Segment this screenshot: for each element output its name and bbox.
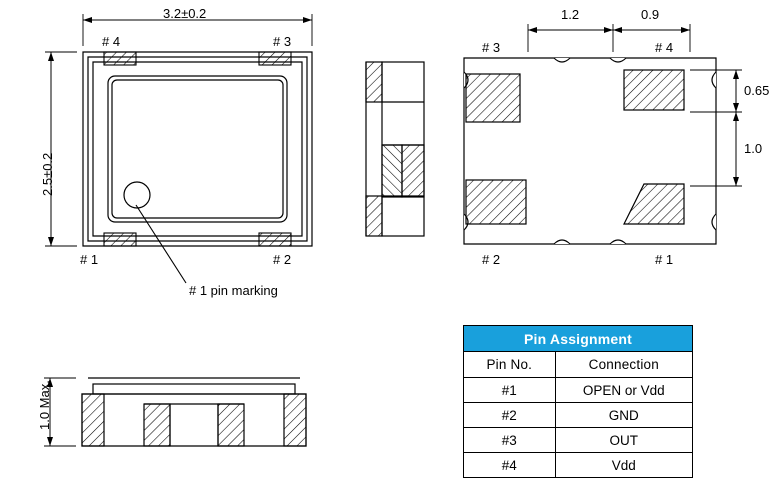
bottom-view-dim-a: 1.2 (561, 7, 580, 22)
cell-connection: GND (555, 403, 692, 428)
cell-connection: OUT (555, 428, 692, 453)
bottom-view-pin2-label: # 2 (482, 252, 501, 267)
table-row (464, 453, 693, 478)
bottom-view-dim-c: 0.65 (744, 83, 770, 98)
cell-pin-no: #1 (464, 378, 556, 403)
cell-connection: OPEN or Vdd (555, 378, 692, 403)
column-header-connection: Connection (555, 352, 692, 378)
bottom-view-pin1-label: # 1 (655, 252, 674, 267)
bottom-view-dim-b: 0.9 (641, 7, 660, 22)
top-view-pin4-label: # 4 (102, 34, 121, 49)
top-view-height-dimension: 2.5±0.2 (40, 152, 55, 196)
side-view-height-dimension: 1.0 Max. (37, 380, 52, 430)
column-header-pin-no: Pin No. (464, 352, 556, 378)
top-view-pin2-label: # 2 (273, 252, 292, 267)
cell-pin-no: #3 (464, 428, 556, 453)
top-view-pin3-label: # 3 (273, 34, 292, 49)
pin-assignment-table (463, 325, 693, 478)
bottom-view-pin3-label: # 3 (482, 40, 501, 55)
top-view-width-dimension: 3.2±0.2 (163, 6, 207, 21)
cell-pin-no: #4 (464, 453, 556, 478)
bottom-view-pin4-label: # 4 (655, 40, 674, 55)
pin-assignment-title: Pin Assignment (464, 326, 693, 352)
pin1-marking-note: # 1 pin marking (189, 283, 278, 298)
cell-connection: Vdd (555, 453, 692, 478)
bottom-view-dim-d: 1.0 (744, 141, 763, 156)
table-row (464, 428, 693, 453)
table-row (464, 378, 693, 403)
cell-pin-no: #2 (464, 403, 556, 428)
top-view-pin1-label: # 1 (80, 252, 99, 267)
table-row (464, 403, 693, 428)
